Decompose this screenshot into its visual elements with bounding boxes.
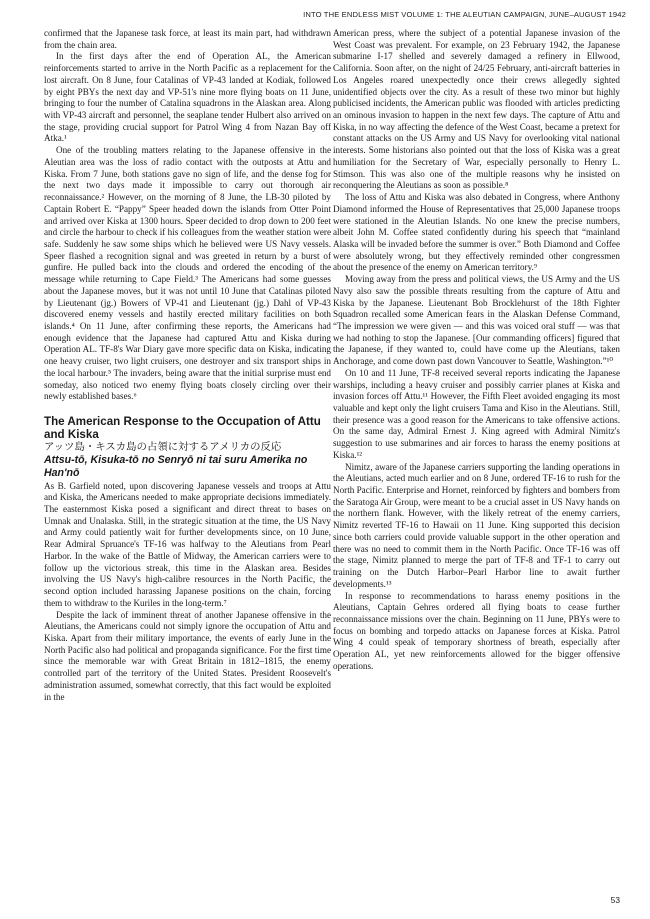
paragraph: On 10 and 11 June, TF-8 received several reports indicating the Japanese warships, including a heavy cruiser and possibly carrier planes at Kiska and invasion forces off Attu.¹¹ However, the Fifth Fleet avoided engaging its most valuable and kept only the light cruisers Tama and Kiso in the Aleutians. Still, their presence was a good reason for the Americans to take offensive actions. On the same day, Admiral Ernest J. King agreed with Admiral Nimitz's suggestion to use submarines and air forces to harass the enemy positions at Kiska.¹² xyxy=(333,367,620,460)
paragraph: In response to recommendations to harass enemy positions in the Aleutians, Captain Gehres ordered all flying boats to cease further reconnaissance missions over the chain. Beginning on 11 June, PBYs were to focus on bombing and torpedo attacks on Japanese forces at Kiska. Patrol Wing 4 could speak of temporary shortness of breath, especially after Operation AL, yet new reinforcements allowed for the bigger offensive operations. xyxy=(333,590,620,671)
paragraph: Nimitz, aware of the Japanese carriers supporting the landing operations in the Aleutians, acted much earlier and on 8 June, ordered TF-16 to rush for the North Pacific. Enterprise and Hornet, reinforced by fighters and bombers from the Saratoga Air Group, were meant to be a crucial asset in US Navy hands on the northern flank. However, with the likely retreat of the enemy carriers, Nimitz reverted TF-16 to Hawaii on 11 June. King supported this decision since both carriers could provide valuable support in the other operation and there was no need to commit them in the North Pacific. Once TF-16 was off the stage, Nimitz planned to merge the part of TF-8 and TF-1 to carry out training on the Dutch Harbor–Pearl Harbor line to await further developments.¹³ xyxy=(333,461,620,589)
right-column xyxy=(333,28,620,673)
paragraph: One of the troubling matters relating to the Japanese offensive in the Aleutian area was the loss of radio contact with the outposts at Attu and Kiska. From 7 June, both stations gave no sign of life, and the dense fog for the next two days made it impossible to carry out thorough air reconnaissance.² However, on the morning of 8 June, the LB-30 piloted by Captain Robert E. “Pappy” Speer headed down the islands from Otter Point and arrived over Kiska at 1300 hours. Speer decided to drop down to 200 feet and circle the harbour to check if his colleagues from the weather station were safe. Suddenly he saw some ships which he believed were US Navy vessels. Speer flashed a recognition signal and was greeted in return by a burst of gunfire. He pulled back into the clouds and ordered the encoding of the message while returning to Cape Field.³ The Americans had some guesses about the Japanese moves, but it was not until 10 June that Catalinas piloted by Lieutenant (jg.) Bowers of VP-41 and Lieutenant (jg.) Dahl of VP-43 discovered enemy vessels and hastily erected military facilities on both islands.⁴ On 11 June, after confirming these reports, the Americans had enough evidence that the Japanese had captured Attu and Kiska during Operation AL. TF-8's War Diary gave more specific data on Kiska, indicating one heavy cruiser, two light cruisers, one destroyer and six transport ships in the local harbour.⁵ The invaders, being aware that the initial surprise must end someday, also noticed two enemy flying boats closely circling over their newly established bases.⁶ xyxy=(44,145,331,402)
section-title: The American Response to the Occupation of Attu and Kiska xyxy=(44,415,321,442)
running-head: INTO THE ENDLESS MIST VOLUME 1: THE ALEUTIAN CAMPAIGN, JUNE–AUGUST 1942 xyxy=(303,10,626,19)
paragraph: Moving away from the press and political views, the US Army and the US Navy also saw the possible threats resulting from the capture of Attu and Kiska by the Japanese. Lieutenant Bob Brocklehurst of the 18th Fighter Squadron recalled some American fears in the Alaskan Defense Command, “The impression we were given — and this was voiced oral stuff — was that we had nothing to stop the Japanese. [Our commanding officers] figured that the Japanese, if they wanted to, could have come up the Aleutians, taken Anchorage, and come down past down Vancouver to Seattle, Washington.”¹⁰ xyxy=(333,274,620,367)
page-number: 53 xyxy=(610,895,620,905)
paragraph: confirmed that the Japanese task force, at least its main part, had withdrawn from the chain area. xyxy=(44,28,331,50)
section-title-japanese: アッツ島・キスカ島の占領に対するアメリカの反応 xyxy=(44,441,282,454)
paragraph: Despite the lack of imminent threat of another Japanese offensive in the Aleutians, the Americans could not simply ignore the occupation of Attu and Kiska. Apart from their military importance, the events of early June in the North Pacific also had political and propaganda significance. For the first time since the memorable war with Great Britain in 1812–1815, the enemy controlled part of the territory of the United States. President Roosevelt's administration assumed, somewhat correctly, that this fact would be exploited in the xyxy=(44,609,331,702)
paragraph: In the first days after the end of Operation AL, the American reinforcements started to arrive in the North Pacific as a replacement for the lost aircraft. On 8 June, four Catalinas of VP-43 landed at Kodiak, followed by eight PBYs the next day and VP-51's nine more flying boats on 11 June, bringing to four the number of Catalina squadrons in the Alaskan area. Along with VP-43 aircraft and personnel, the seaplane tender Hulbert also arrived on the stage, providing crucial support for Patrol Wing 4 from Nazan Bay off Atka.¹ xyxy=(44,51,331,144)
left-column xyxy=(44,28,331,703)
paragraph: American press, where the subject of a potential Japanese invasion of the West Coast was prevalent. For example, on 23 February 1942, the Japanese submarine I-17 shelled and severely damaged a refinery in Ellwood, California. Soon after, on the night of 24/25 February, anti-aircraft batteries in Los Angeles roared unexpectedly once their crews allegedly sighted unidentified objects over the city. As a result of these two minor but highly publicised incidents, the American public was flooded with articles predicting an ominous invasion to happen in the next few days. The capture of Attu and Kiska, in no way affecting the defence of the West Coast, became a pretext for constant attacks on the US Army and US Navy for overlooking vital national interests. Some historians also pointed out that the loss of Kiska was a great humiliation for the Secretary of War, especially personally to Henry L. Stimson. This was also one of the multiple reasons why he insisted on reconquering the Aleutians as soon as possible.⁸ xyxy=(333,28,620,191)
section-title-romaji: Attsu-tō, Kisuka-tō no Senryō ni tai suru Amerika no Han'nō xyxy=(44,454,308,479)
paragraph: The loss of Attu and Kiska was also debated in Congress, where Anthony Diamond informed the House of Representatives that 25,000 Japanese troops were stationed in the Aleutian Islands. No one knew the precise numbers, albeit John M. Coffee stated confidently during his speech that “mainland Alaska will be invaded before the summer is over.” Both Diamond and Coffee were absolutely wrong, but they effectively reminded other congressmen about the presence of the enemy on American territory.⁹ xyxy=(333,192,620,273)
paragraph: As B. Garfield noted, upon discovering Japanese vessels and troops at Attu and Kiska, the Americans needed to make appropriate decisions immediately. The easternmost Kiska posed a significant and direct threat to bases on Umnak and Unalaska. Still, in the strategic situation at the time, the US Navy and Army could patiently wait for further developments since, on 10 June, Rear Admiral Spruance's TF-16 was halfway to the Aleutians from Pearl Harbor. In the wake of the Battle of Midway, the American carriers were to follow up the victorious streak, this time in the Alaskan area. Besides involving the US Navy's high-calibre resources in the North Pacific, the second option included harassing Japanese positions on the chain, forcing them to withdraw to the Kuriles in the long-term.⁷ xyxy=(44,480,331,608)
